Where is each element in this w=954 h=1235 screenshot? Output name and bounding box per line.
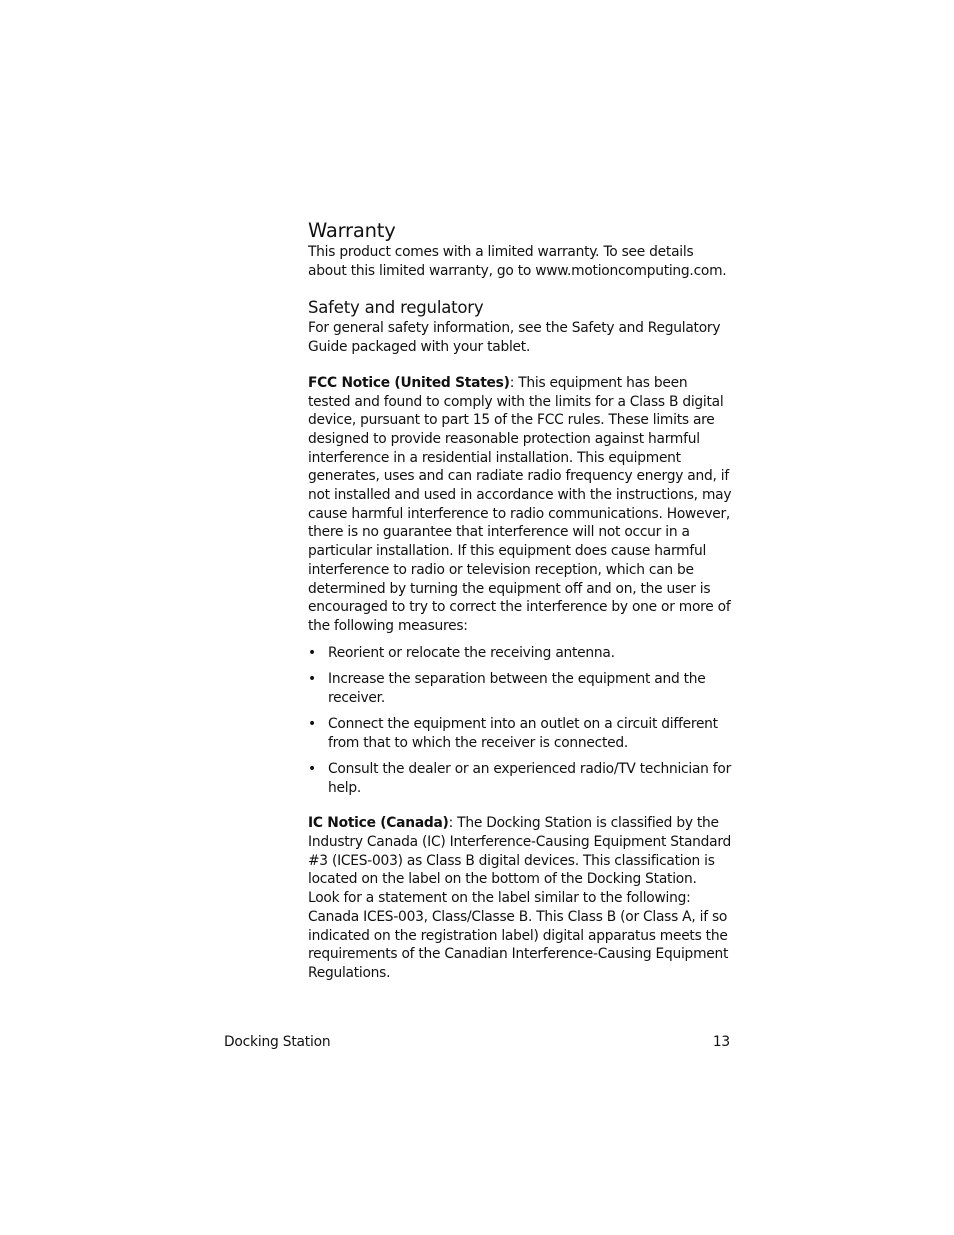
list-item-text: Increase the separation between the equipment and the receiver. — [328, 670, 706, 706]
fcc-notice-label: FCC Notice (United States) — [308, 374, 510, 391]
bullet-icon: • — [308, 670, 316, 687]
page-number: 13 — [712, 1034, 730, 1050]
ic-notice-label: IC Notice (Canada) — [308, 815, 449, 832]
safety-heading: Safety and regulatory — [308, 298, 484, 318]
fcc-measures-list — [308, 644, 732, 798]
main-content — [308, 219, 732, 983]
bullet-icon: • — [308, 760, 316, 777]
warranty-text: This product comes with a limited warranty. To see details about this limited warranty, go to www.motioncomputing.com. — [308, 244, 727, 279]
footer-title: Docking Station — [224, 1034, 331, 1050]
list-item-text: Connect the equipment into an outlet on a circuit different from that to which the receiver is connected. — [328, 715, 718, 751]
safety-text: For general safety information, see the Safety and Regulatory Guide packaged with your tablet. — [308, 320, 721, 356]
list-item — [308, 644, 732, 663]
fcc-notice-text: : This equipment has been tested and found to comply with the limits for a Class B digital device, pursuant to part 15 of the FCC rules. These limits are designed to provide reasonable protection against harmful interference in a residential installation. This equipment generates, uses and can radiate radio frequency energy and, if not installed and used in accordance with the instructions, may cause harmful interference to radio communications. However, there is no guarantee that interference will not occur in a particular installation. If this equipment does cause harmful interference to radio or television reception, which can be determined by turning the equipment off and on, the user is encouraged to try to correct the interference by one or more of the following measures: — [308, 374, 732, 634]
list-item-text: Consult the dealer or an experienced radio/TV technician for help. — [328, 760, 732, 796]
ic-notice — [308, 814, 732, 982]
list-item — [308, 760, 732, 797]
fcc-notice — [308, 374, 732, 636]
ic-notice-text: : The Docking Station is classified by the Industry Canada (IC) Interference-Causing Equipment Standard #3 (ICES-003) as Class B digital devices. This classification is located on the label on the bottom of the Docking Station. Look for a statement on the label similar to the following: Canada ICES-003, Class/Classe B. This Class B (or Class A, if so indicated on the registration label) digital apparatus meets the requirements of the Canadian Interference-Causing Equipment Regulations. — [308, 815, 732, 981]
list-item-text: Reorient or relocate the receiving antenna. — [328, 644, 615, 661]
list-item — [308, 715, 732, 752]
bullet-icon: • — [308, 644, 316, 661]
list-item — [308, 670, 732, 707]
bullet-icon: • — [308, 715, 316, 732]
warranty-heading: Warranty — [308, 219, 396, 242]
